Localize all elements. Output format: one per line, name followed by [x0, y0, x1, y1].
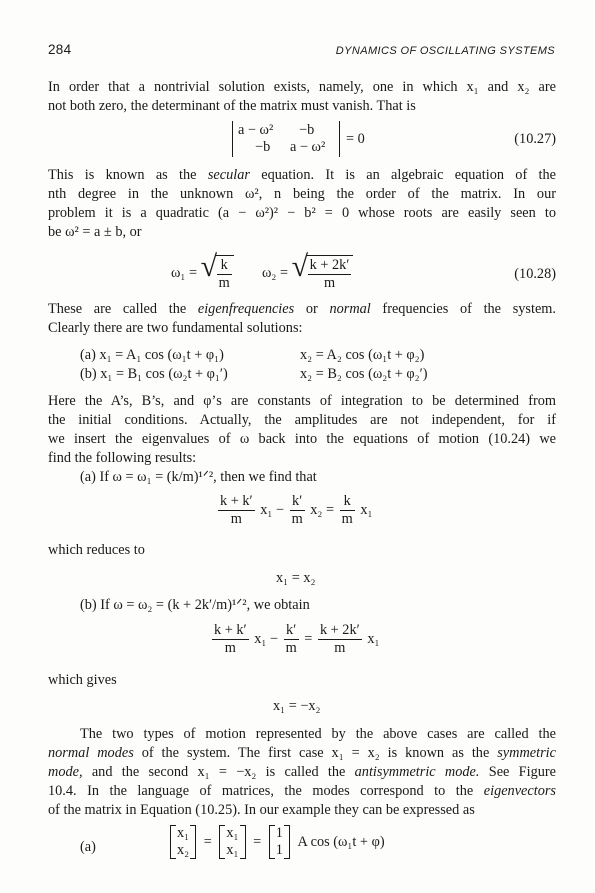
text-which-reduces-to: which reduces to — [48, 542, 145, 558]
text-segment: equation. It is an algebraic equation of the — [249, 167, 556, 183]
term-normal-modes: normal modes — [48, 745, 134, 761]
paragraph-nontrivial-solution — [48, 78, 556, 116]
fraction-denominator: m — [291, 511, 303, 527]
vector-entry: x₁ — [226, 825, 239, 841]
equation-term: x₂ = — [310, 501, 335, 518]
det-r2c1: −b — [255, 139, 271, 155]
case-a-intro: (a) If ω = ω₁ = (k/m)¹ᐟ², then we find that — [80, 469, 317, 485]
text-segment: See Figure — [479, 764, 556, 780]
term-mode: mode, — [48, 764, 83, 780]
fraction-denominator: m — [341, 511, 353, 527]
mode-a-amplitude: A cos (ω₁t + φ) — [297, 833, 385, 850]
term-secular: secular — [207, 167, 250, 183]
term-eigenfrequencies: eigenfrequencies — [197, 301, 295, 317]
sqrt-k-plus-2kprime-over-m: √ $\frac{k + 2k'}{m}$ — [292, 255, 354, 292]
text-line: be ω² = a ± b, or — [48, 224, 142, 240]
equation-number-10-28: (10.28) — [514, 266, 556, 282]
det-r1c2: −b — [299, 122, 315, 138]
fraction-denominator: m — [224, 640, 236, 656]
equation-term: x₁ — [367, 630, 380, 647]
fraction-denominator: m — [323, 275, 336, 291]
vector-entry: 1 — [275, 825, 283, 841]
paragraph-secular-equation — [48, 166, 556, 242]
equals-sign: = — [203, 833, 212, 850]
text-segment: and the second x₁ = −x₂ is called the — [82, 764, 355, 780]
text-segment: These are called the — [48, 301, 198, 317]
equation-mode-a — [170, 825, 385, 859]
fraction-numerator: k + k′ — [214, 622, 247, 638]
fraction-denominator: m — [285, 640, 297, 656]
fraction-denominator: m — [230, 511, 242, 527]
solution-b-x2: x₂ = B₂ cos (ω₂t + φ₂′) — [300, 366, 428, 382]
determinant-10-27 — [232, 121, 340, 157]
equation-term: x₁ — [360, 501, 373, 518]
text-segment: or — [294, 301, 330, 317]
mode-a-label: (a) — [80, 839, 96, 855]
solution-a-x1: (a) x₁ = A₁ cos (ω₁t + φ₁) — [80, 347, 224, 363]
text-line: Here the A’s, B’s, and φ’s are constants of integration to be determined from — [48, 393, 556, 409]
paragraph-eigenfrequencies — [48, 300, 556, 338]
text-line: The two types of motion represented by the above cases are called the — [80, 726, 556, 742]
vector-entry: x₂ — [177, 842, 190, 858]
equals-sign: = — [253, 833, 262, 850]
omega2-label: ω₂ = — [262, 264, 289, 281]
text-which-gives: which gives — [48, 672, 117, 688]
text-line: nth degree in the unknown ω², n being the order of the matrix. In our — [48, 186, 556, 202]
fraction-numerator: k — [340, 493, 355, 511]
equation-term: x₁ − — [254, 630, 278, 647]
fraction-numerator: k + 2k′ — [319, 622, 360, 638]
fraction-numerator: k′ — [284, 622, 299, 640]
text-line: Clearly there are two fundamental solutions: — [48, 320, 303, 336]
case-b-intro: (b) If ω = ω₂ = (k + 2k′/m)¹ᐟ², we obtain — [80, 597, 310, 613]
equation-omega1 — [171, 250, 234, 292]
term-eigenvectors: eigenvectors — [483, 783, 556, 799]
paragraph-constants-of-integration — [48, 392, 556, 468]
vector-entry: 1 — [275, 842, 283, 858]
fraction-numerator: k′ — [290, 493, 305, 511]
equation-term: x₁ − — [260, 501, 284, 518]
sqrt-k-over-m: √ $\frac{k}{m}$ — [201, 255, 234, 292]
equation-omega2 — [262, 250, 353, 292]
text-line: In order that a nontrivial solution exists, namely, one in which x₁ and x₂ are — [48, 79, 556, 95]
text-segment: frequencies of the system. — [370, 301, 556, 317]
paragraph-normal-modes — [48, 725, 556, 820]
text-line: of the matrix in Equation (10.25). In our example they can be expressed as — [48, 802, 475, 818]
text-segment: This is known as the — [48, 167, 208, 183]
solution-a-x2: x₂ = A₂ cos (ω₁t + φ₂) — [300, 347, 425, 363]
text-line: we insert the eigenvalues of ω back into the equations of motion (10.24) we — [48, 431, 556, 447]
det-r1c1: a − ω² — [238, 122, 274, 138]
fraction-numerator: k — [217, 257, 232, 275]
term-symmetric: symmetric — [497, 745, 556, 761]
term-antisymmetric-mode: antisymmetric mode. — [354, 764, 480, 780]
equation-case-a — [216, 493, 372, 528]
column-vector-x1-x1 — [219, 825, 245, 859]
equation-number-10-27: (10.27) — [514, 131, 556, 147]
solution-b-x1: (b) x₁ = B₁ cos (ω₂t + φ₁′) — [80, 366, 228, 382]
result-case-a: x₁ = x₂ — [276, 570, 316, 586]
text-segment: 10.4. In the language of matrices, the modes correspond to the — [48, 783, 484, 799]
text-line: the initial conditions. Actually, the amplitudes are not independent, for if — [48, 412, 556, 428]
column-vector-x — [170, 825, 196, 859]
result-case-b: x₁ = −x₂ — [273, 698, 321, 714]
fraction-denominator: m — [334, 640, 346, 656]
equation-case-b — [210, 622, 379, 657]
det-r2c2: a − ω² — [290, 139, 326, 155]
page-number: 284 — [48, 42, 72, 57]
vector-entry: x₁ — [226, 842, 239, 858]
omega1-label: ω₁ = — [171, 264, 198, 281]
text-segment: of the system. The first case x₁ = x₂ is known as the — [133, 745, 498, 761]
fraction-numerator: k + k′ — [220, 493, 253, 509]
fraction-numerator: k + 2k′ — [309, 257, 350, 273]
fraction-denominator: m — [218, 275, 230, 291]
text-line: not both zero, the determinant of the matrix must vanish. That is — [48, 98, 416, 114]
term-normal: normal — [329, 301, 371, 317]
text-line: problem it is a quadratic (a − ω²)² − b² = 0 whose roots are easily seen to — [48, 205, 556, 221]
running-title: DYNAMICS OF OSCILLATING SYSTEMS — [335, 45, 555, 57]
vector-entry: x₁ — [177, 825, 190, 841]
equation-term: = — [304, 630, 313, 647]
det-equals-zero: = 0 — [346, 131, 365, 147]
text-line: find the following results: — [48, 450, 197, 466]
column-vector-ones — [269, 825, 290, 859]
